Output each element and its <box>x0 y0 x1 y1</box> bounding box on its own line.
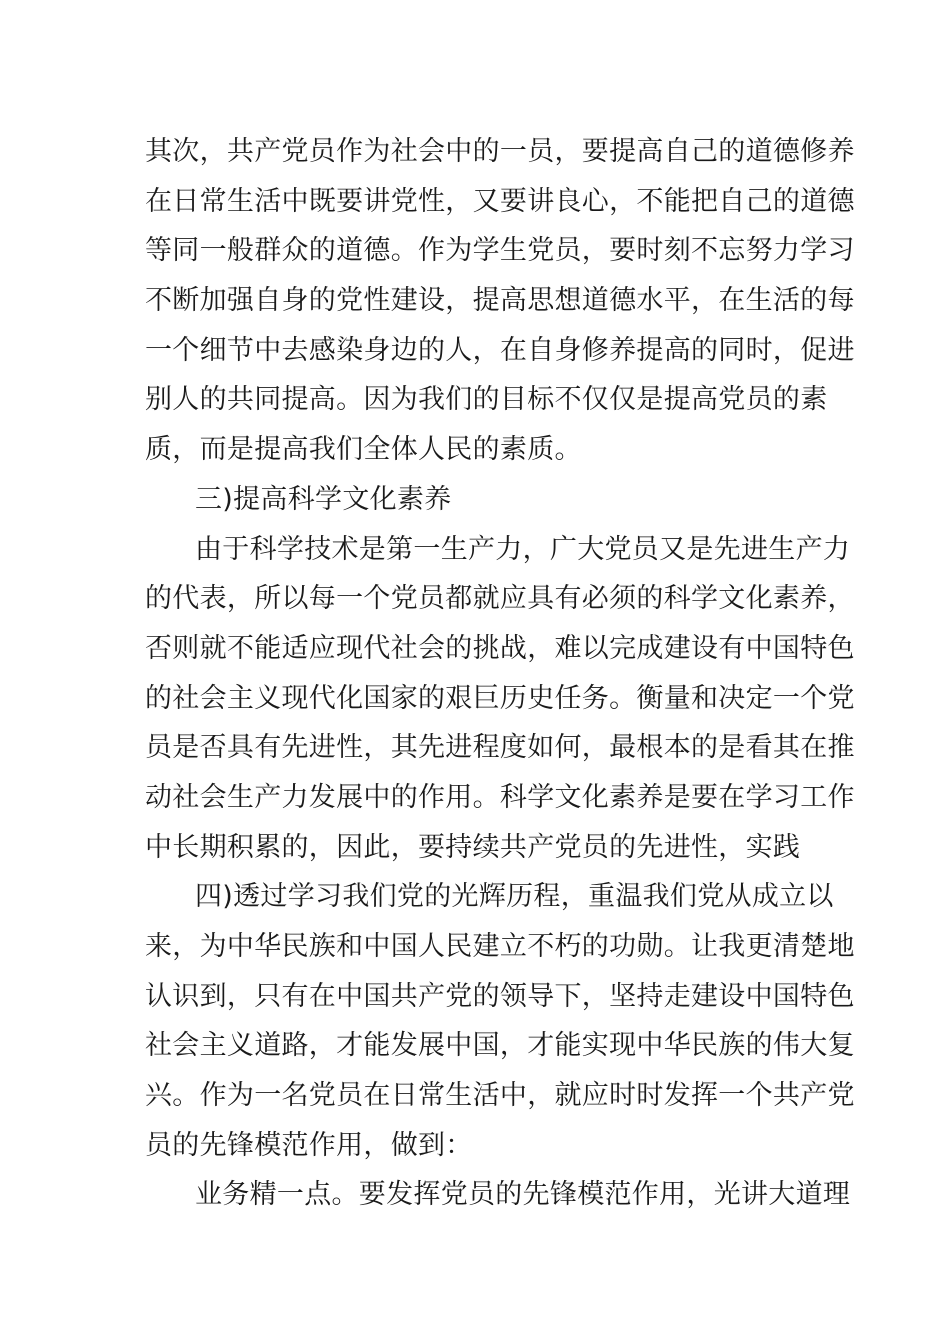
paragraph-line: 员是否具有先进性，其先进程度如何，最根本的是看其在推 <box>145 732 855 764</box>
paragraph-line: 社会主义道路，才能发展中国，才能实现中华民族的伟大复 <box>145 1030 855 1062</box>
paragraph-line: 兴。作为一名党员在日常生活中，就应时时发挥一个共产党 <box>145 1080 855 1112</box>
paragraph-line: 动社会生产力发展中的作用。科学文化素养是要在学习工作 <box>145 781 855 813</box>
paragraph-line: 的社会主义现代化国家的艰巨历史任务。衡量和决定一个党 <box>145 682 855 714</box>
paragraph-line: 来，为中华民族和中国人民建立不朽的功勋。让我更清楚地 <box>145 931 855 962</box>
paragraph-line: 业务精一点。要发挥党员的先锋模范作用，光讲大道理 <box>195 1179 851 1211</box>
paragraph-line: 质，而是提高我们全体人民的素质。 <box>145 434 582 466</box>
paragraph-line: 否则就不能适应现代社会的挑战，难以完成建设有中国特色 <box>145 632 855 664</box>
paragraph-line: 员的先锋模范作用，做到： <box>145 1129 473 1161</box>
paragraph-line: 其次，共产党员作为社会中的一员，要提高自己的道德修养 <box>145 136 855 167</box>
paragraph-line: 的代表，所以每一个党员都就应具有必须的科学文化素养， <box>145 583 855 615</box>
paragraph-line: 中长期积累的，因此，要持续共产党员的先进性，实践 <box>145 831 801 863</box>
document-body <box>145 127 855 1220</box>
paragraph-line: 认识到，只有在中国共产党的领导下，坚持走建设中国特色 <box>145 980 855 1012</box>
paragraph-line: 别人的共同提高。因为我们的目标不仅仅是提高党员的素 <box>145 384 828 416</box>
paragraph-line: 由于科学技术是第一生产力，广大党员又是先进生产力 <box>195 533 851 565</box>
section-heading: 三)提高科学文化素养 <box>195 483 452 515</box>
paragraph-line: 等同一般群众的道德。作为学生党员，要时刻不忘努力学习 <box>145 235 855 267</box>
paragraph-line: 不断加强自身的党性建设，提高思想道德水平，在生活的每 <box>145 285 855 317</box>
paragraph-line: 一个细节中去感染身边的人，在自身修养提高的同时，促进 <box>145 334 855 366</box>
paragraph-line: 在日常生活中既要讲党性，又要讲良心，不能把自己的道德 <box>145 185 855 217</box>
paragraph-line: 四)透过学习我们党的光辉历程，重温我们党从成立以 <box>195 881 834 913</box>
